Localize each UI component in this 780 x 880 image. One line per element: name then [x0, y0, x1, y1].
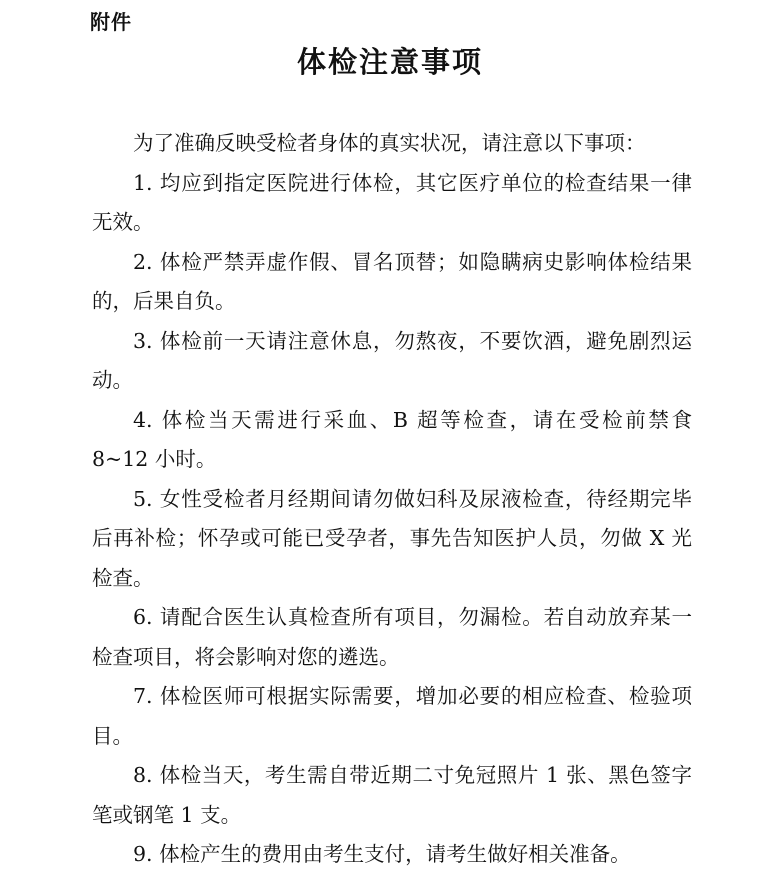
- notice-item-2: 2. 体检严禁弄虚作假、冒名顶替；如隐瞒病史影响体检结果的，后果自负。: [92, 249, 692, 313]
- attachment-label: 附件: [90, 10, 132, 34]
- notice-item-3: 3. 体检前一天请注意休息，勿熬夜，不要饮酒，避免剧烈运动。: [92, 328, 692, 392]
- document-title: 体检注意事项: [296, 45, 483, 79]
- notice-item-9: 9. 体检产生的费用由考生支付，请考生做好相关准备。: [133, 842, 631, 866]
- notice-item-1: 1. 均应到指定医院进行体检，其它医疗单位的检查结果一律无效。: [92, 170, 692, 234]
- notice-item-7: 7. 体检医师可根据实际需要，增加必要的相应检查、检验项目。: [92, 684, 692, 748]
- notice-item-8: 8. 体检当天，考生需自带近期二寸免冠照片 1 张、黑色签字笔或钢笔 1 支。: [92, 763, 692, 827]
- notice-item-4: 4. 体检当天需进行采血、B 超等检查，请在受检前禁食 8~12 小时。: [92, 407, 692, 471]
- document-body: [92, 124, 692, 875]
- notice-item-5: 5. 女性受检者月经期间请勿做妇科及尿液检查，待经期完毕后再补检；怀孕或可能已受孕者，事先告知医护人员，勿做 X 光检查。: [92, 486, 692, 590]
- intro-paragraph: 为了准确反映受检者身体的真实状况，请注意以下事项：: [133, 131, 646, 155]
- notice-item-6: 6. 请配合医生认真检查所有项目，勿漏检。若自动放弃某一检查项目，将会影响对您的遴选。: [92, 605, 692, 669]
